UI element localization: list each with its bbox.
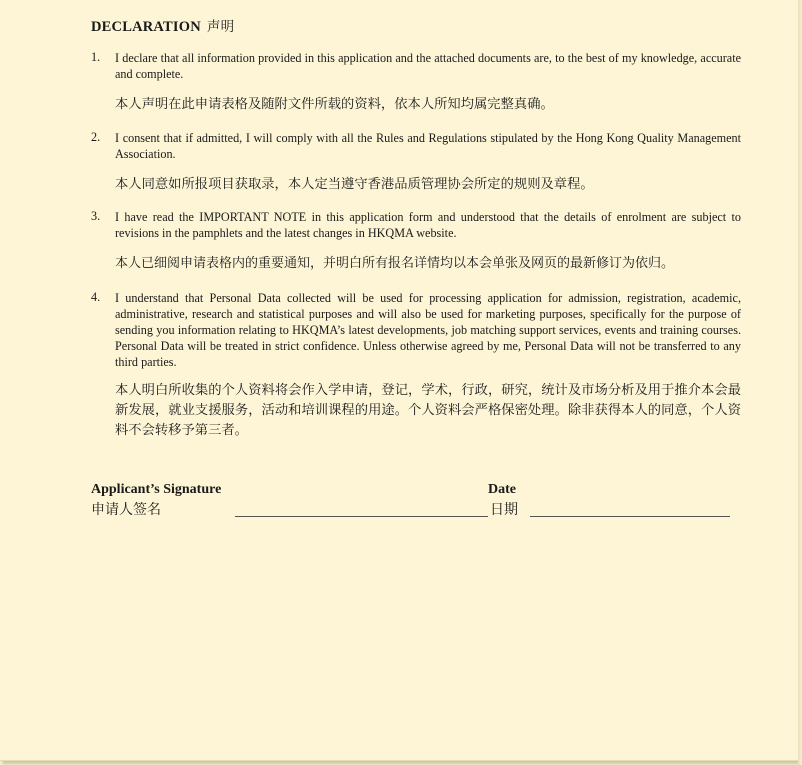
item-text-en: I have read the IMPORTANT NOTE in this application form and understood that the details of enrolment are subject to revisions in the pamphlets and the latest changes in HKQMA website. bbox=[115, 210, 741, 240]
item-text-zh: 本人明白所收集的个人资料将会作入学申请，登记，学术，行政，研究，统计及市场分析及用于推介本会最新发展，就业支援服务，活动和培训课程的用途。个人资料会严格保密处理。除非获得本人的同意，个人资料不会转移予第三者。 bbox=[115, 383, 741, 438]
declaration-title-zh: 声明 bbox=[206, 19, 235, 35]
item-text-en: I declare that all information provided in this application and the attached documents are, to the best of my knowledge, accurate and complete. bbox=[115, 51, 741, 81]
item-text-zh: 本人声明在此申请表格及随附文件所载的资料，依本人所知均属完整真确。 bbox=[115, 97, 554, 112]
declaration-item-4 bbox=[91, 290, 741, 441]
item-text-zh: 本人同意如所报项目获取录，本人定当遵守香港品质管理协会所定的规则及章程。 bbox=[115, 177, 594, 192]
declaration-heading bbox=[91, 15, 234, 36]
item-number: 3. bbox=[91, 209, 101, 223]
date-line bbox=[530, 516, 730, 517]
item-number: 1. bbox=[91, 50, 101, 64]
signature-label-zh: 申请人签名 bbox=[91, 502, 161, 518]
item-text-en: I consent that if admitted, I will comply with all the Rules and Regulations stipulated by the Hong Kong Quality Management Association. bbox=[115, 131, 741, 161]
item-text-zh: 本人已细阅申请表格内的重要通知，并明白所有报名详情均以本会单张及网页的最新修订为依归。 bbox=[115, 256, 675, 271]
item-number: 4. bbox=[91, 290, 101, 304]
date-label-en: Date bbox=[488, 482, 516, 497]
signature-line bbox=[235, 516, 488, 517]
declaration-item-2 bbox=[91, 130, 741, 195]
declaration-item-1 bbox=[91, 50, 741, 115]
signature-label-en: Applicant’s Signature bbox=[91, 482, 222, 497]
date-label-zh: 日期 bbox=[490, 502, 518, 518]
item-number: 2. bbox=[91, 130, 101, 144]
declaration-title-en: DECLARATION bbox=[91, 19, 201, 35]
declaration-item-3 bbox=[91, 209, 741, 274]
page-edge-shadow bbox=[798, 0, 802, 765]
item-text-en: I understand that Personal Data collected will be used for processing application for admission, registration, academic, administrative, research and statistical purposes and will also be used for marketing purposes, specifically for the purpose of sending you information relating to HKQMA’s latest developments, job matching support services, events and training courses. Personal Data will be treated in strict confidence. Unless otherwise agreed by me, Personal Data will not be transferred to any third parties. bbox=[115, 291, 741, 369]
